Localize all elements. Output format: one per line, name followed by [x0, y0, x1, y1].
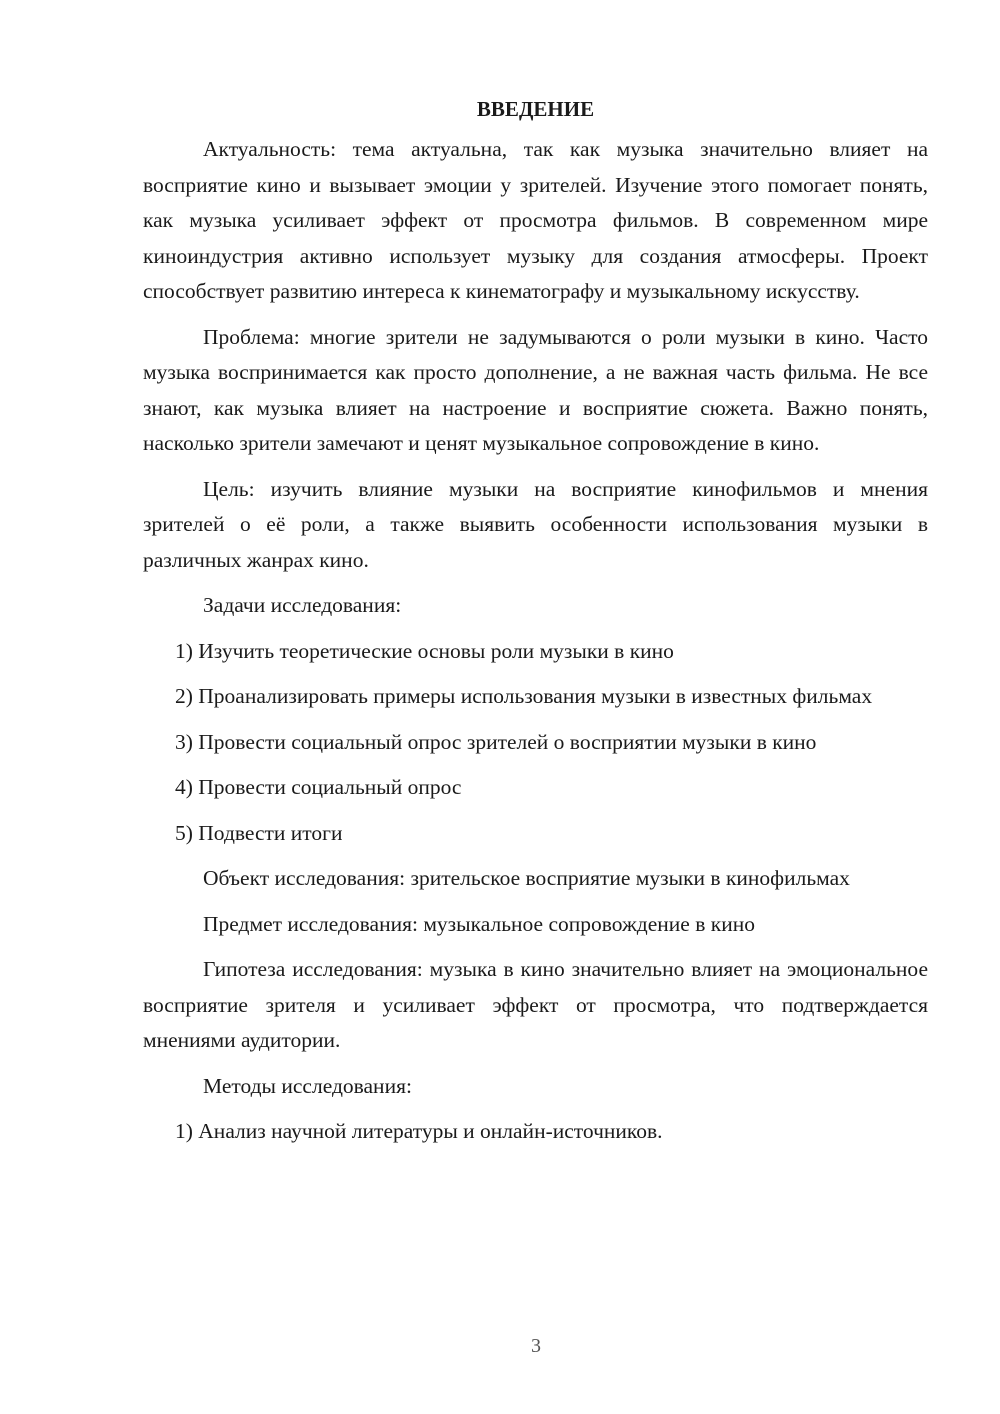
tasks-heading: Задачи исследования:: [203, 593, 402, 617]
task-item: 1) Изучить теоретические основы роли музыки в кино: [175, 638, 674, 663]
task-item: 3) Провести социальный опрос зрителей о восприятии музыки в кино: [175, 729, 817, 754]
object-paragraph: Объект исследования: зрительское восприятие музыки в кинофильмах: [203, 866, 850, 890]
methods-heading: Методы исследования:: [203, 1073, 412, 1098]
hypothesis-paragraph: Гипотеза исследования: музыка в кино значительно влияет на эмоциональное восприятие зрителя и усиливает эффект от просмотра, что подтверждается мнениями аудитории.: [143, 957, 928, 1052]
task-item: 4) Провести социальный опрос: [175, 775, 462, 799]
task-item: 5) Подвести итоги: [175, 820, 343, 845]
problem-paragraph: Проблема: многие зрители не задумываются о роли музыки в кино. Часто музыка воспринимается как просто дополнение, а не важная часть фильма. Не все знают, как музыка влияет на настроение и восприятие сюжета. Важно понять, насколько зрители замечают и ценят музыкальное сопровождение в кино.: [143, 324, 928, 455]
subject-paragraph: Предмет исследования: музыкальное сопровождение в кино: [203, 911, 755, 936]
relevance-paragraph: Актуальность: тема актуальна, так как музыка значительно влияет на восприятие кино и вызывает эмоции у зрителей. Изучение этого помогает понять, как музыка усиливает эффект от просмотра фильмов. В современном мире киноиндустрия активно использует музыку для создания атмосферы. Проект способствует развитию интереса к кинематографу и музыкальному искусству.: [143, 137, 928, 303]
page-title: ВВЕДЕНИЕ: [476, 97, 595, 121]
page-number: 3: [531, 1335, 541, 1357]
goal-paragraph: Цель: изучить влияние музыки на восприятие кинофильмов и мнения зрителей о её роли, а также выявить особенности использования музыки в различных жанрах кино.: [143, 476, 928, 572]
task-item: 2) Проанализировать примеры использования музыки в известных фильмах: [175, 684, 873, 708]
document-page: [143, 92, 928, 1160]
method-item: 1) Анализ научной литературы и онлайн-источников.: [175, 1119, 663, 1143]
